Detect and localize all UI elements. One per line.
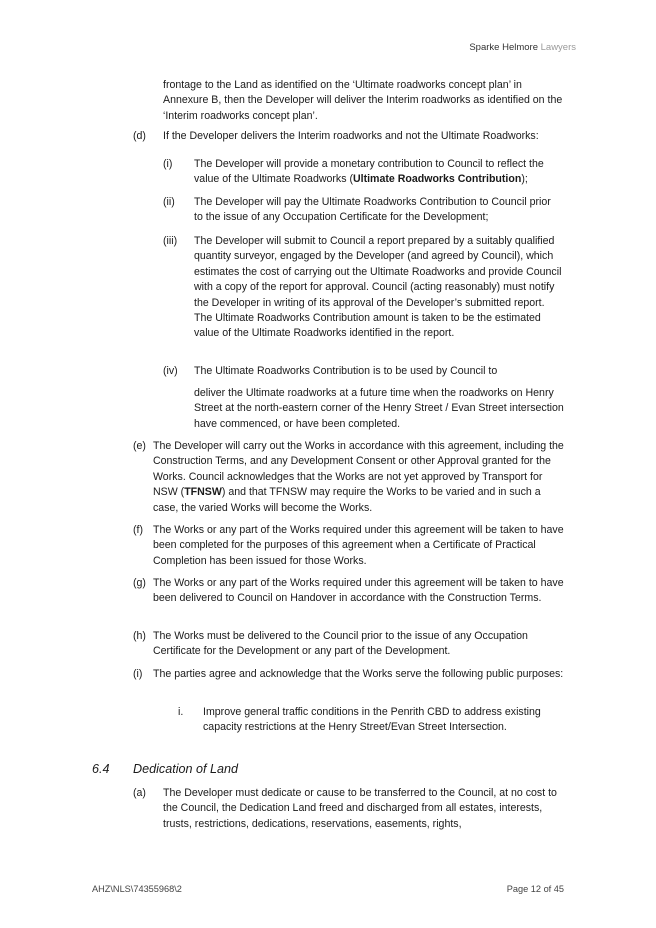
clause-d-i-text-start: The Developer will provide a monetary contribution to Council to reflect the value of the Ultimate Roadworks ( <box>194 158 544 186</box>
defined-term-ultimate-roadworks-contribution: Ultimate Roadworks Contribution <box>352 173 522 186</box>
firm-name: Sparke Helmore <box>469 42 538 53</box>
clause-d-i-label: (i) <box>163 158 173 170</box>
clause-d-iv-text: The Ultimate Roadworks Contribution is to be used by Council to <box>194 365 498 377</box>
clause-d-label: (d) <box>133 130 146 142</box>
clause-i-text: The parties agree and acknowledge that the Works serve the following public purposes: <box>153 668 564 680</box>
clause-f-label: (f) <box>133 524 143 536</box>
section-title: Dedication of Land <box>133 762 239 776</box>
clause-f-text: The Works or any part of the Works required under this agreement will be taken to have been completed for the purposes of this agreement when a Certificate of Practical Completion has been issued for those Works. <box>153 524 564 567</box>
clause-d-i-text <box>194 157 566 188</box>
clause-d-iii-text: The Developer will submit to Council a report prepared by a suitably qualified quantity surveyor, engaged by the Developer (and agreed by Council), which estimates the cost of carrying out the Ultimate Roadworks and provide Council with a copy of the report for approval. Council (acting reasonably) must notify the Developer in writing of its approval of the Developer’s submitted report. The Ultimate Roadworks Contribution amount is taken to be the estimated value of the Ultimate Roadworks identified in the report. <box>194 235 562 340</box>
clause-d-text: If the Developer delivers the Interim roadworks and not the Ultimate Roadworks: <box>163 130 539 142</box>
clause-i-sub-text: Improve general traffic conditions in the Penrith CBD to address existing capacity restrictions at the Henry Street/Evan Street Intersection. <box>203 706 541 734</box>
clause-e-text <box>153 439 565 516</box>
clause-g-text: The Works or any part of the Works required under this agreement will be taken to have been delivered to Council on Handover in accordance with the Construction Terms. <box>153 577 564 605</box>
section-6-4-clause-a-text: The Developer must dedicate or cause to be transferred to the Council, at no cost to the Council, the Dedication Land freed and discharged from all estates, interests, trusts, restrictions, dedications, reservations, easements, rights, <box>163 787 557 830</box>
firm-name-suffix: Lawyers <box>540 42 576 53</box>
clause-i-label: (i) <box>133 668 143 680</box>
defined-term-tfnsw: TFNSW <box>184 486 222 499</box>
clause-d-iii-label: (iii) <box>163 235 178 247</box>
clause-d-iv-text-continued: deliver the Ultimate roadworks at a future time when the roadworks on Henry Street at the north-eastern corner of the Henry Street / Evan Street intersection have commenced, or have been completed. <box>194 387 564 430</box>
clause-i-sub-label: i. <box>178 706 184 718</box>
page-number: Page 12 of 45 <box>506 884 564 894</box>
clause-e-text-start: The Developer will carry out the Works in accordance with this agreement, including the Construction Terms, and any Development Consent or other Approval granted for the Works. Council acknowledges that the Works are not yet approved by Transport for NSW ( <box>153 440 564 499</box>
continuation-paragraph: frontage to the Land as identified on the ‘Ultimate roadworks concept plan’ in Annexure B, then the Developer will deliver the Interim roadworks as identified on the ‘Interim roadworks concept plan’. <box>163 79 563 122</box>
clause-e-label: (e) <box>133 440 146 452</box>
clause-d-i-text-end: ); <box>521 173 528 186</box>
clause-d-ii-text: The Developer will pay the Ultimate Roadworks Contribution to Council prior to the issue of any Occupation Certificate for the Development; <box>194 196 551 224</box>
clause-e-text-end: ) and that TFNSW may require the Works to be varied and in such a case, the varied Works will become the Works. <box>153 486 541 514</box>
clause-h-text: The Works must be delivered to the Council prior to the issue of any Occupation Certificate for the Development or any part of the Development. <box>153 630 528 658</box>
page-header <box>469 42 576 53</box>
clause-h-label: (h) <box>133 630 146 642</box>
document-reference: AHZ\NLS\74355968\2 <box>92 884 182 894</box>
clause-d-iv-label: (iv) <box>163 365 178 377</box>
section-number: 6.4 <box>92 762 110 776</box>
clause-d-ii-label: (ii) <box>163 196 175 208</box>
clause-g-label: (g) <box>133 577 146 589</box>
section-6-4-clause-a-label: (a) <box>133 787 146 799</box>
